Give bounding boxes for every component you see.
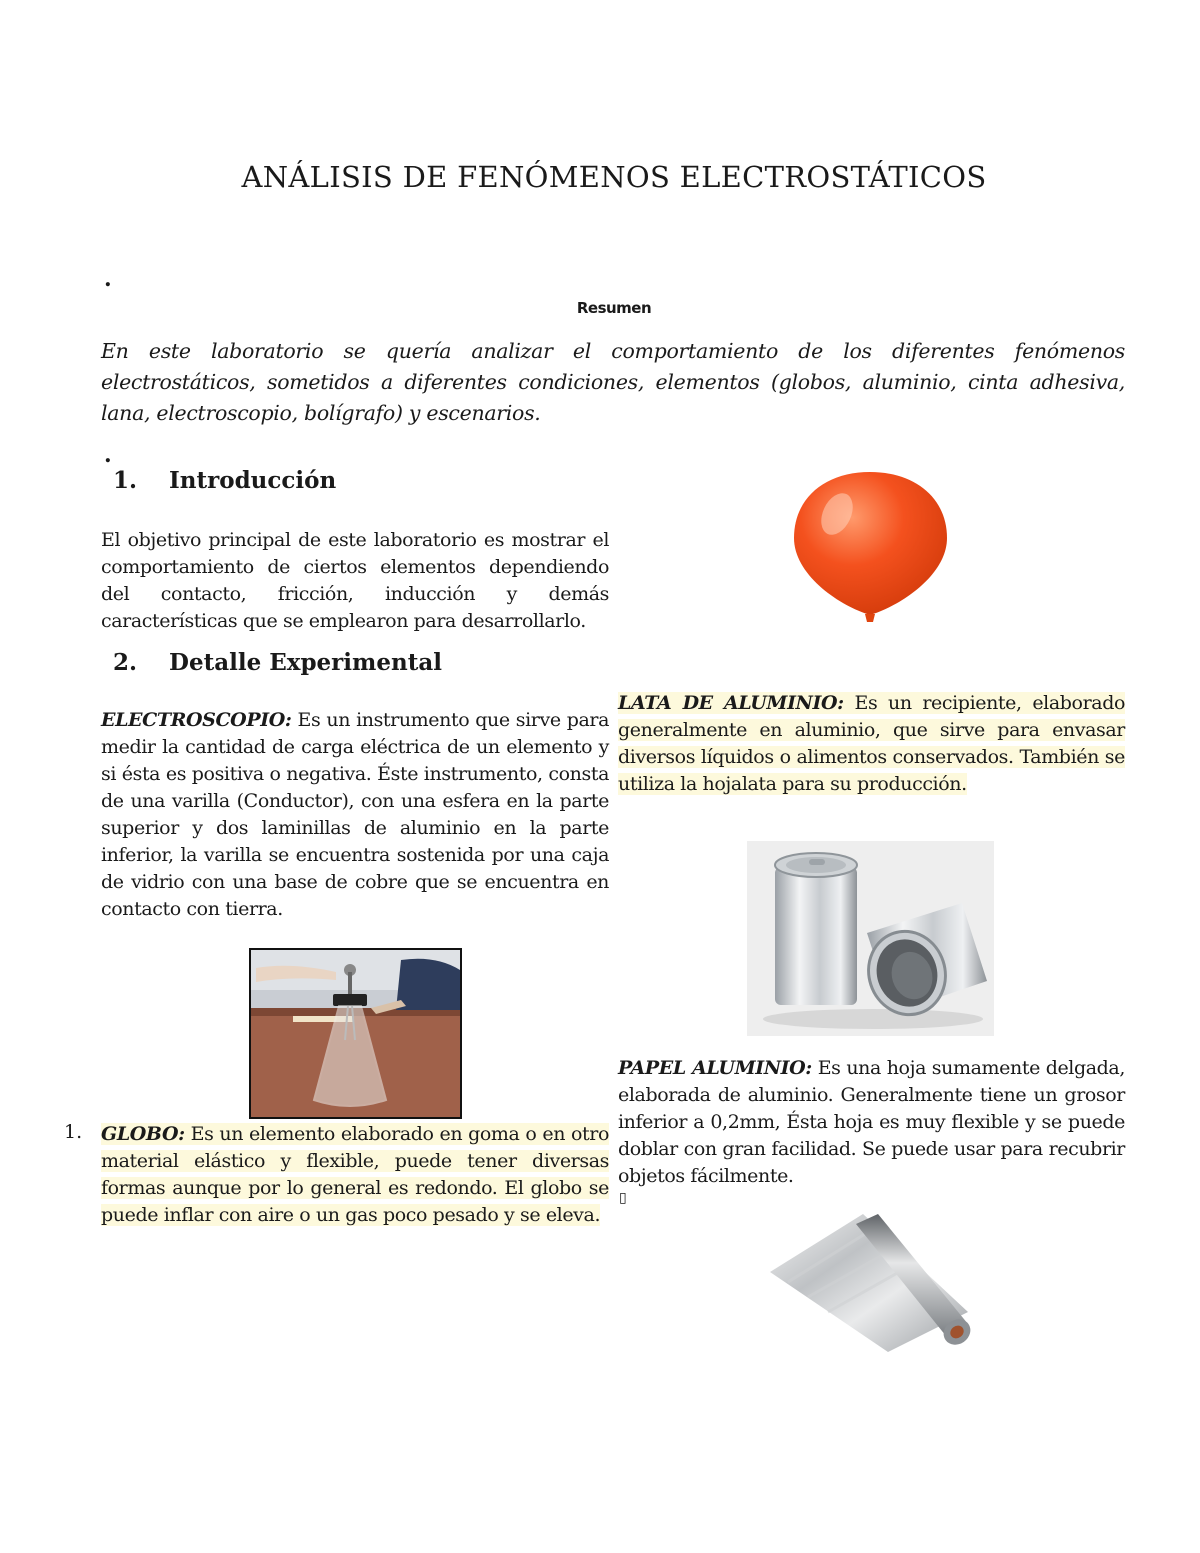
section-title: Introducción	[169, 467, 337, 494]
lata-paragraph	[618, 690, 1125, 798]
foil-illustration	[768, 1212, 973, 1360]
globo-text: Es un elemento elaborado en goma o en otro material elástico y flexible, puede tener diversas formas aunque por lo general es redondo. El globo se puede inflar con aire o un gas poco pesado y se eleva.	[101, 1123, 609, 1226]
lata-text: Es un recipiente, elaborado generalmente en aluminio, que sirve para envasar diversos líquidos o alimentos conservados. También se utiliza la hojalata para su producción.	[618, 692, 1125, 795]
bullet-marker: .	[104, 442, 112, 468]
electroscopio-term: ELECTROSCOPIO:	[101, 709, 292, 731]
summary-heading: Resumen	[576, 299, 652, 317]
bullet-marker: .	[104, 266, 112, 292]
balloon-illustration	[785, 466, 955, 628]
globo-paragraph	[101, 1121, 609, 1229]
document-title: ANÁLISIS DE FENÓMENOS ELECTROSTÁTICOS	[241, 160, 987, 194]
electroscopio-paragraph	[101, 707, 609, 923]
symbol-glyph: ▯	[619, 1190, 627, 1206]
cans-illustration	[747, 841, 994, 1036]
aluminum-foil-image	[768, 1212, 973, 1360]
balloon-image	[785, 466, 955, 628]
electroscopio-text: Es un instrumento que sirve para medir la cantidad de carga eléctrica de un elemento y si ésta es positiva o negativa. Éste instrumento, consta de una varilla (Conductor), con una esfera en la parte superior y dos laminillas de aluminio en la parte inferior, la varilla se encuentra sostenida por una caja de vidrio con una base de cobre que se encuentra en contacto con tierra.	[101, 709, 609, 920]
section-heading-intro	[113, 467, 336, 494]
lata-term: LATA DE ALUMINIO:	[618, 692, 844, 714]
electroscope-photo	[249, 948, 462, 1119]
papel-text: Es una hoja sumamente delgada, elaborada de aluminio. Generalmente tiene un grosor inferior a 0,2mm, Ésta hoja es muy flexible y se puede doblar con gran facilidad. Se puede usar para recubrir objetos fácilmente.	[618, 1057, 1126, 1187]
list-number: 1.	[64, 1121, 83, 1143]
section-title: Detalle Experimental	[169, 649, 442, 676]
papel-paragraph	[618, 1055, 1125, 1190]
section-number: 1.	[113, 467, 138, 494]
section-heading-experimental	[113, 649, 442, 676]
summary-text: En este laboratorio se quería analizar el comportamiento de los diferentes fenómenos electrostáticos, sometidos a diferentes condiciones, elementos (globos, aluminio, cinta adhesiva, lana, electroscopio, bolígrafo) y escenarios.	[101, 339, 1125, 425]
papel-term: PAPEL ALUMINIO:	[618, 1057, 812, 1079]
aluminum-cans-image	[747, 841, 994, 1036]
globo-term: GLOBO:	[101, 1123, 185, 1145]
section-number: 2.	[113, 649, 138, 676]
electroscope-illustration	[251, 950, 460, 1117]
intro-paragraph: El objetivo principal de este laboratorio es mostrar el comportamiento de ciertos elementos dependiendo del contacto, fricción, inducción y demás características que se emplearon para desarrollarlo.	[101, 529, 609, 632]
